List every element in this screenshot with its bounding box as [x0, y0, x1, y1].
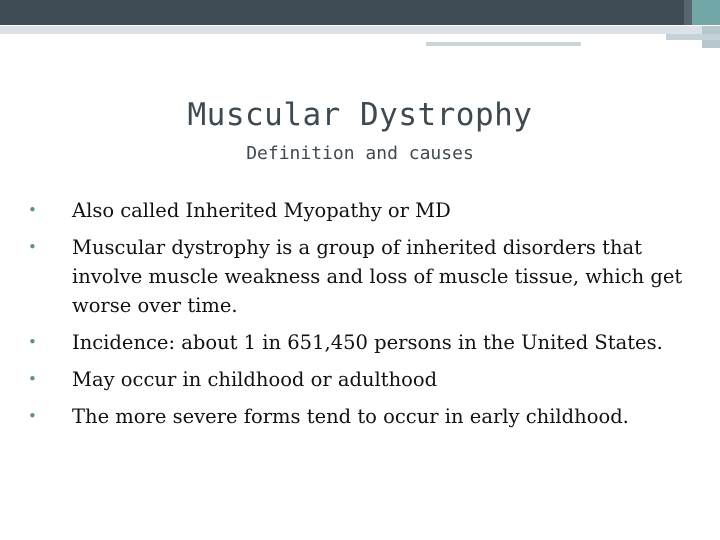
decorative-rule-3: [426, 42, 581, 46]
bullet-dot-icon: •: [28, 201, 37, 219]
bullet-list: [22, 196, 712, 439]
band-accent-dark: [684, 0, 692, 25]
band-accent-teal: [692, 0, 720, 25]
decorative-rule-1: [0, 26, 720, 34]
bullet-item: [22, 196, 712, 225]
bullet-text: The more severe forms tend to occur in early childhood.: [72, 405, 629, 428]
bullet-dot-icon: •: [28, 407, 37, 425]
bullet-item: [22, 365, 712, 394]
bullet-text: May occur in childhood or adulthood: [72, 368, 438, 391]
bullet-dot-icon: •: [28, 370, 37, 388]
bullet-dot-icon: •: [28, 238, 37, 256]
bullet-item: [22, 328, 712, 357]
bullet-text: Incidence: about 1 in 651,450 persons in the United States.: [72, 331, 663, 354]
slide-subtitle: Definition and causes: [246, 143, 474, 164]
bullet-text: Muscular dystrophy is a group of inherited disorders that involve muscle weakness and loss of muscle tissue, which get worse over time.: [72, 236, 683, 317]
bullet-text: Also called Inherited Myopathy or MD: [72, 199, 451, 222]
top-decorative-band: [0, 0, 720, 25]
bullet-item: [22, 402, 712, 431]
slide-title: Muscular Dystrophy: [187, 97, 533, 133]
bullet-dot-icon: •: [28, 333, 37, 351]
decorative-rule-2: [426, 34, 720, 40]
bullet-item: [22, 233, 712, 320]
